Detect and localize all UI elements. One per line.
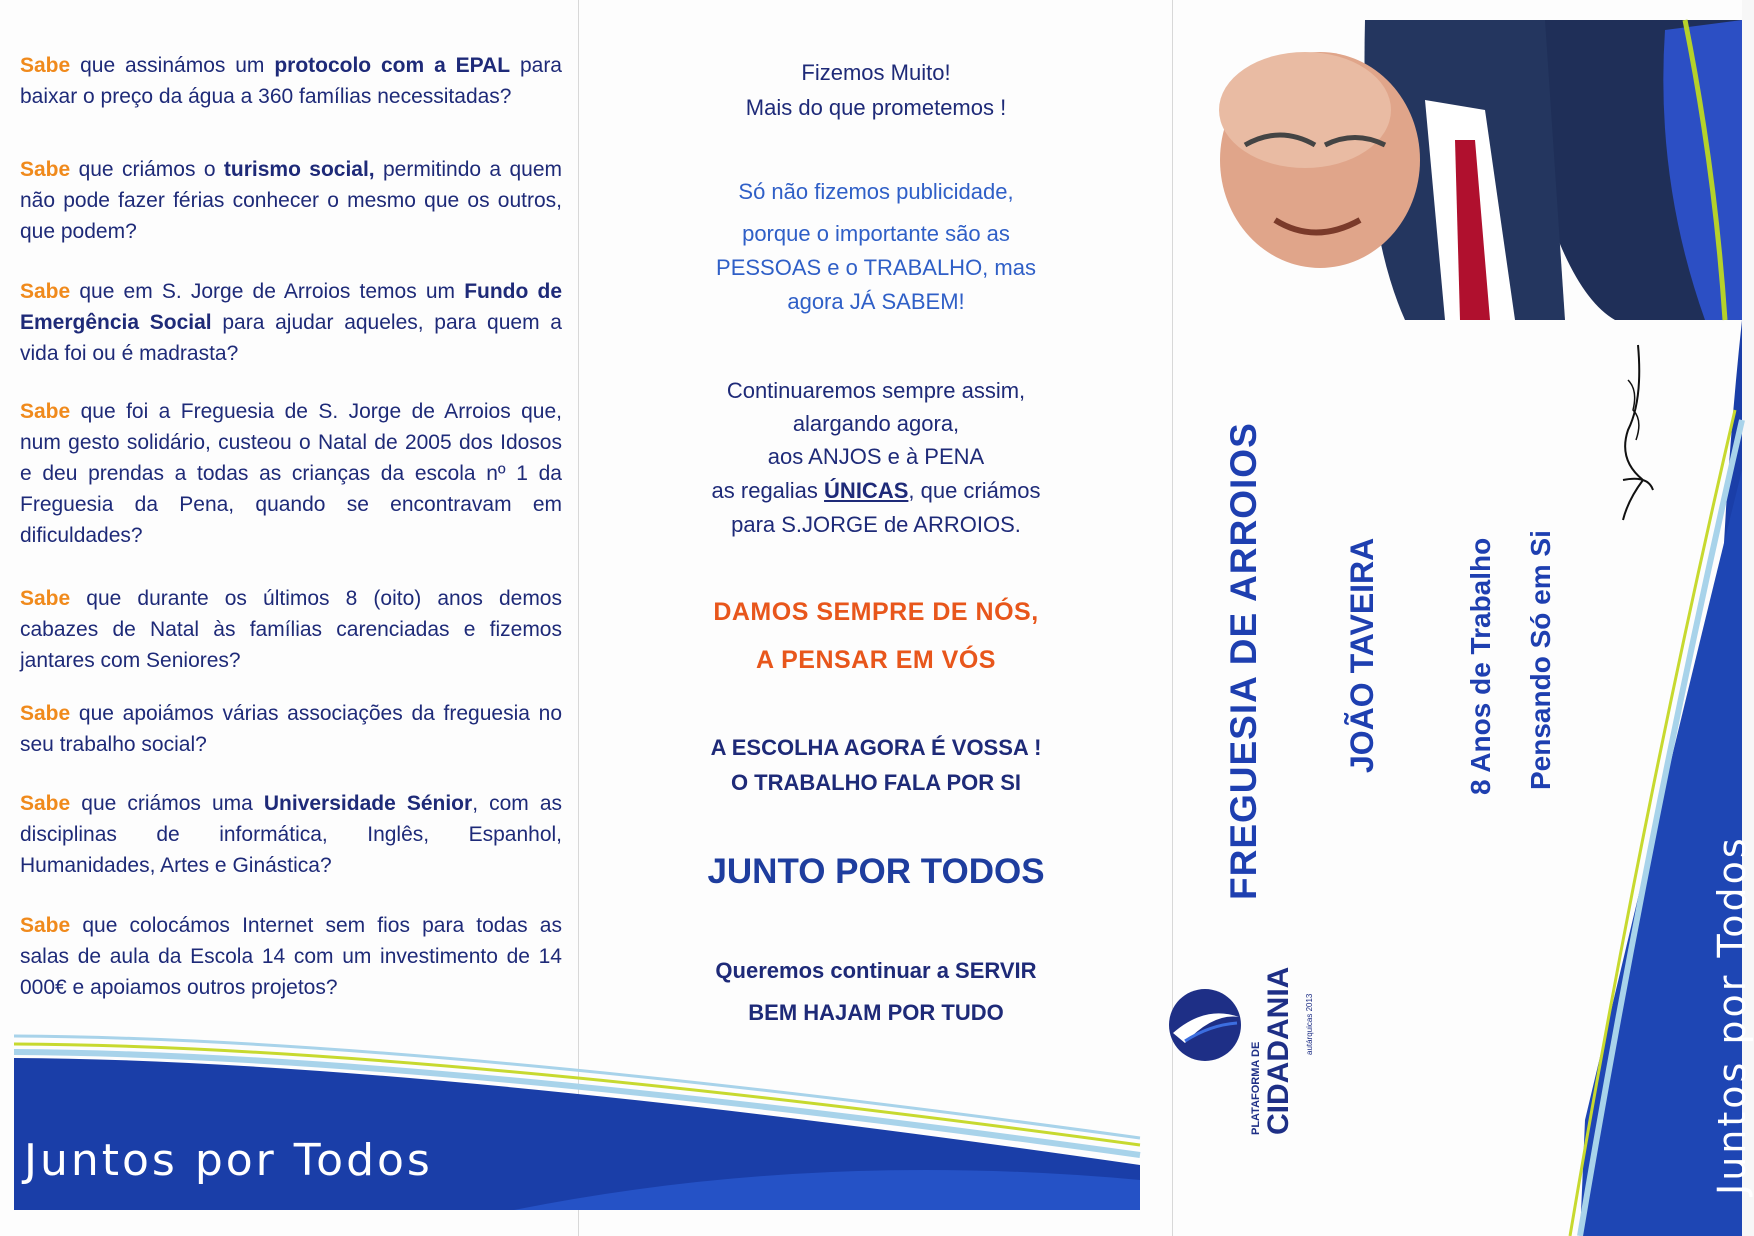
body-text: que em S. Jorge de Arroios temos um [70,280,465,303]
intro-line-2: Mais do que prometemos ! [745,95,1007,120]
logo-circle-icon [1165,985,1245,1065]
blue-line-1: Só não fizemos publicidade, [738,179,1014,204]
sabe-item [20,396,562,551]
body-text: para ajudar aqueles, para quem a vida foi ou é madrasta? [20,311,562,365]
thinking-of-you: Pensando Só em Si [1525,530,1556,790]
sabe-keyword: Sabe [20,702,71,725]
body-text: que colocámos Internet sem fios para todas as salas de aula da Escola 14 com um investimento de 14 000€ e apoiamos outros projetos? [20,914,562,999]
sabe-item [20,50,562,112]
continue-line-3: aos ANJOS e à PENA [767,444,985,469]
orange-line-1: DAMOS SEMPRE DE NÓS, [713,598,1039,626]
sabe-item [20,910,562,1003]
candidate-name: JOÃO TAVEIRA [1344,537,1380,773]
sabe-keyword: Sabe [20,54,71,77]
junto-por-todos-heading: JUNTO POR TODOS [707,852,1045,891]
thanks-line: BEM HAJAM POR TUDO [748,1000,1004,1025]
body-text: que criámos uma [70,792,264,815]
body-text: para baixar o preço da água a 360 famílias necessitadas? [20,54,562,108]
sabe-keyword: Sabe [20,587,71,610]
choice-line: A ESCOLHA AGORA É VOSSA ! [710,735,1042,760]
signature [1598,340,1668,530]
sabe-keyword: Sabe [20,280,71,303]
freguesia-title: FREGUESIA DE ARROIOS [1223,422,1264,900]
body-text: que criámos o [70,158,224,181]
serve-line: Queremos continuar a SERVIR [715,958,1037,983]
sabe-item [20,154,562,247]
unicas-word: ÚNICAS [824,478,909,503]
logo-top-text: PLATAFORMA DE [1250,1041,1262,1135]
sabe-item [20,698,562,760]
blue-line-4: agora JÁ SABEM! [787,289,965,314]
work-speaks-line: O TRABALHO FALA POR SI [730,770,1022,795]
sabe-item [20,788,562,881]
body-text: , com as disciplinas de informática, Inglês, Espanhol, Humanidades, Artes e Ginástica? [20,792,563,877]
body-text: permitindo a quem não pode fazer férias conhecer o mesmo que os outros, que podem? [20,158,562,243]
sabe-item [20,583,562,676]
orange-line-2: A PENSAR EM VÓS [756,646,996,674]
highlight-text: Universidade Sénior [263,792,473,815]
blue-line-3: PESSOAS e o TRABALHO, mas [716,255,1036,280]
continue-line-4c: , que criámos [908,478,1041,503]
continue-line-2: alargando agora, [792,411,960,436]
continue-line-4 [579,473,1173,508]
blue-line-2: porque o importante são as [742,221,1010,246]
continue-line-4a: as regalias [711,478,825,503]
highlight-text: turismo social, [223,158,375,181]
sabe-keyword: Sabe [20,400,71,423]
highlight-text: Fundo de Emergência Social [20,280,562,334]
sabe-item [20,276,562,369]
continue-line-5: para S.JORGE de ARROIOS. [731,512,1021,537]
years-of-work: 8 Anos de Trabalho [1465,537,1496,795]
sabe-keyword: Sabe [20,914,71,937]
plataforma-logo [1160,920,1320,1140]
candidate-photo [1185,20,1742,320]
body-text: que assinámos um [70,54,275,77]
sabe-keyword: Sabe [20,158,71,181]
right-slogan: Juntos por Todos [1710,835,1754,1195]
continue-line-1: Continuaremos sempre assim, [726,378,1026,403]
sabe-keyword: Sabe [20,792,71,815]
left-slogan: Juntos por Todos [24,1135,433,1186]
body-text: que durante os últimos 8 (oito) anos demos cabazes de Natal às famílias carenciadas e fizemos jantares com Seniores? [20,587,562,672]
body-text: que foi a Freguesia de S. Jorge de Arroios que, num gesto solidário, custeou o Natal de 2005 dos Idosos e deu prendas a todas as crianças da escola nº 1 da Freguesia da Pena, quando se encontravam em dificuldades? [20,400,562,547]
highlight-text: protocolo com a EPAL [274,54,511,77]
intro-line-1: Fizemos Muito! [801,60,951,85]
body-text: que apoiámos várias associações da freguesia no seu trabalho social? [20,702,562,756]
logo-main-text: CIDADANIA [1262,966,1295,1135]
logo-sub-text: autárquicas 2013 [1305,993,1314,1055]
